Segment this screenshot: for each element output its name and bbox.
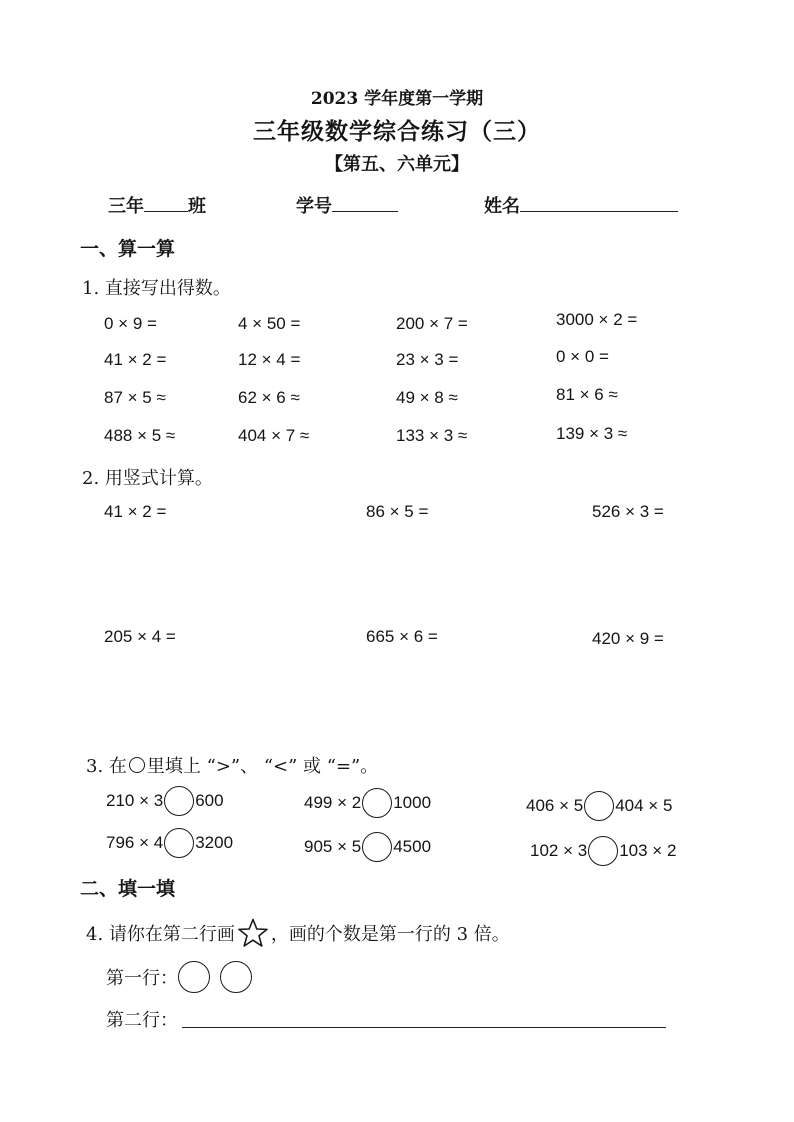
star-outline-icon bbox=[237, 918, 269, 948]
q1-item: 62 × 6 ≈ bbox=[238, 388, 300, 407]
q1-item: 139 × 3 ≈ bbox=[556, 424, 628, 443]
q1-item: 488 × 5 ≈ bbox=[104, 426, 176, 445]
row-2-label: 第二行： bbox=[106, 1010, 178, 1031]
worksheet-title: 三年级数学综合练习（三） bbox=[253, 118, 541, 145]
compare-right: 103 × 2 bbox=[619, 841, 677, 860]
q1-item: 12 × 4 = bbox=[238, 350, 301, 369]
q1-item: 404 × 7 ≈ bbox=[238, 426, 310, 445]
compare-item bbox=[106, 786, 224, 816]
student-name-field bbox=[484, 192, 678, 218]
q2-item: 205 × 4 = bbox=[104, 627, 176, 646]
compare-circle-blank[interactable] bbox=[164, 828, 194, 858]
compare-circle-blank[interactable] bbox=[164, 786, 194, 816]
compare-circle-blank[interactable] bbox=[584, 791, 614, 821]
q4-title-prefix: 4. 请你在第二行画 bbox=[86, 924, 235, 945]
q1-item: 41 × 2 = bbox=[104, 350, 167, 369]
compare-right: 404 × 5 bbox=[615, 796, 673, 815]
q3-title-prefix: 3. 在 bbox=[86, 756, 127, 777]
compare-item bbox=[106, 828, 233, 858]
section-1-title: 一、算一算 bbox=[80, 238, 176, 260]
q1-item: 200 × 7 = bbox=[396, 314, 468, 333]
compare-item bbox=[530, 836, 676, 866]
compare-right: 4500 bbox=[393, 837, 432, 856]
q3-title bbox=[86, 752, 378, 778]
q1-item: 23 × 3 = bbox=[396, 350, 459, 369]
class-prefix-label: 三年 bbox=[108, 196, 144, 217]
q1-item: 133 × 3 ≈ bbox=[396, 426, 468, 445]
q2-title: 2. 用竖式计算。 bbox=[82, 468, 213, 489]
class-field bbox=[108, 192, 206, 218]
compare-circle-blank[interactable] bbox=[362, 832, 392, 862]
year-line: 2023 学年度第一学期 bbox=[310, 89, 484, 109]
compare-circle-blank[interactable] bbox=[588, 836, 618, 866]
q1-item: 4 × 50 = bbox=[238, 314, 301, 333]
q1-item: 3000 × 2 = bbox=[556, 310, 638, 329]
student-number-field bbox=[296, 192, 398, 218]
circle-icon bbox=[178, 961, 210, 993]
compare-item bbox=[304, 832, 431, 862]
student-number-blank[interactable] bbox=[332, 195, 398, 212]
row-2-answer-line[interactable] bbox=[182, 1026, 666, 1028]
compare-item bbox=[304, 788, 431, 818]
circle-icon bbox=[129, 757, 145, 773]
q2-item: 86 × 5 = bbox=[366, 502, 429, 521]
q1-item: 0 × 9 = bbox=[104, 314, 157, 333]
circle-icon bbox=[220, 961, 252, 993]
row-1-label: 第一行： bbox=[106, 968, 178, 989]
compare-right: 600 bbox=[195, 791, 224, 810]
class-blank[interactable] bbox=[144, 195, 188, 212]
compare-right: 3200 bbox=[195, 833, 234, 852]
compare-left: 210 × 3 bbox=[106, 791, 164, 810]
q4-row-1 bbox=[106, 961, 262, 993]
section-2-title: 二、填一填 bbox=[80, 878, 176, 900]
q1-title: 1. 直接写出得数。 bbox=[82, 278, 231, 299]
compare-left: 102 × 3 bbox=[530, 841, 588, 860]
compare-right: 1000 bbox=[393, 793, 432, 812]
student-name-blank[interactable] bbox=[520, 195, 678, 212]
unit-label: 【第五、六单元】 bbox=[325, 154, 469, 175]
compare-left: 905 × 5 bbox=[304, 837, 362, 856]
class-suffix-label: 班 bbox=[188, 196, 206, 217]
q1-item: 81 × 6 ≈ bbox=[556, 385, 618, 404]
student-number-label: 学号 bbox=[296, 196, 332, 217]
q4-title bbox=[86, 918, 510, 948]
student-name-label: 姓名 bbox=[484, 196, 520, 217]
compare-item bbox=[526, 791, 672, 821]
compare-circle-blank[interactable] bbox=[362, 788, 392, 818]
q2-item: 526 × 3 = bbox=[592, 502, 664, 521]
q2-item: 420 × 9 = bbox=[592, 629, 664, 648]
compare-left: 796 × 4 bbox=[106, 833, 164, 852]
q1-item: 87 × 5 ≈ bbox=[104, 388, 166, 407]
q3-title-suffix: 里填上 “>”、 “<” 或 “=”。 bbox=[146, 756, 379, 777]
q4-title-suffix: ，画的个数是第一行的 3 倍。 bbox=[270, 924, 510, 945]
q1-item: 0 × 0 = bbox=[556, 347, 609, 366]
compare-left: 406 × 5 bbox=[526, 796, 584, 815]
q2-item: 41 × 2 = bbox=[104, 502, 167, 521]
compare-left: 499 × 2 bbox=[304, 793, 362, 812]
q4-row-2 bbox=[106, 1006, 666, 1032]
q2-item: 665 × 6 = bbox=[366, 627, 438, 646]
q1-item: 49 × 8 ≈ bbox=[396, 388, 458, 407]
